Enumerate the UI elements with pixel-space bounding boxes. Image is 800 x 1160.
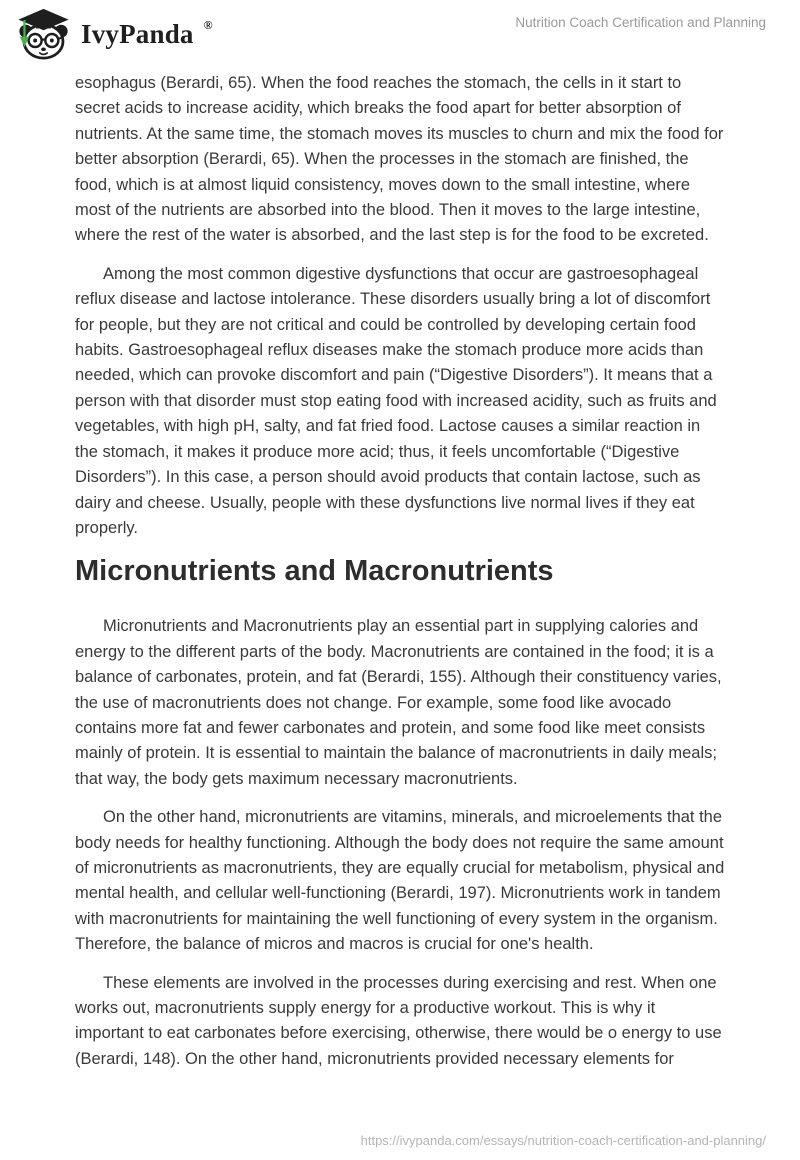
source-url-link[interactable]: https://ivypanda.com/essays/nutrition-coach-certification-and-planning/ bbox=[360, 1133, 766, 1148]
paragraph: On the other hand, micronutrients are vitamins, minerals, and microelements that the body needs for healthy functioning. Although the body does not require the same amount of micronutrients as macronutrients, they are equally crucial for metabolism, physical and mental health, and cellular well-functioning (Berardi, 197). Micronutrients work in tandem with macronutrients for maintaining the well functioning of every system in the organism. Therefore, the balance of micros and macros is crucial for one's health. bbox=[75, 808, 725, 954]
document-title: Nutrition Coach Certification and Planning bbox=[515, 15, 766, 30]
paragraph: Micronutrients and Macronutrients play an essential part in supplying calories and energy to the different parts of the body. Macronutrients are contained in the food; it is a balance of carbonates, protein, and fat (Berardi, 155). Although their constituency varies, the use of macronutrients does not change. For example, some food like avocado contains more fat and fewer carbonates and protein, and some food like meet consists mainly of protein. It is essential to maintain the balance of macronutrients in daily meals; that way, the body gets maximum necessary macronutrients. bbox=[75, 617, 722, 788]
essay-content bbox=[75, 71, 725, 1085]
registered-trademark-symbol: ® bbox=[203, 17, 213, 32]
page-header bbox=[0, 0, 800, 70]
paragraph: These elements are involved in the processes during exercising and rest. When one works out, macronutrients supply energy for a productive workout. This is why it important to eat carbonates before exercising, otherwise, there would be o energy to use (Berardi, 148). On the other hand, micronutrients provided necessary elements for bbox=[75, 973, 722, 1068]
panda-graduation-cap-logo-icon bbox=[15, 8, 72, 60]
brand-name: IvyPanda bbox=[81, 19, 194, 49]
paragraph: Among the most common digestive dysfunctions that occur are gastroesophageal reflux disease and lactose intolerance. These disorders usually bring a lot of discomfort for people, but they are not critical and could be controlled by developing certain food habits. Gastroesophageal reflux diseases make the stomach produce more acids than needed, which can provoke discomfort and pain (“Digestive Disorders”). It means that a person with that disorder must stop eating food with increased acidity, such as fruits and vegetables, with high pH, salty, and fat fried food. Lactose causes a similar reaction in the stomach, it makes it produce more acid; thus, it feels uncomfortable (“Digestive Disorders”). In this case, a person should avoid products that contain lactose, such as dairy and cheese. Usually, people with these dysfunctions live normal lives if they eat properly. bbox=[75, 264, 717, 537]
ivypanda-brand-link[interactable] bbox=[15, 8, 212, 60]
paragraph: esophagus (Berardi, 65). When the food reaches the stomach, the cells in it start to secret acids to increase acidity, which breaks the food apart for better absorption of nutrients. At the same time, the stomach moves its muscles to churn and mix the food for better absorption (Berardi, 65). When the processes in the stomach are finished, the food, which is at almost liquid consistency, moves down to the small intestine, where most of the nutrients are absorbed into the blood. Then it moves to the large intestine, where the rest of the water is absorbed, and the last step is for the food to be excreted. bbox=[75, 74, 724, 245]
section-heading: Micronutrients and Macronutrients bbox=[75, 555, 554, 588]
